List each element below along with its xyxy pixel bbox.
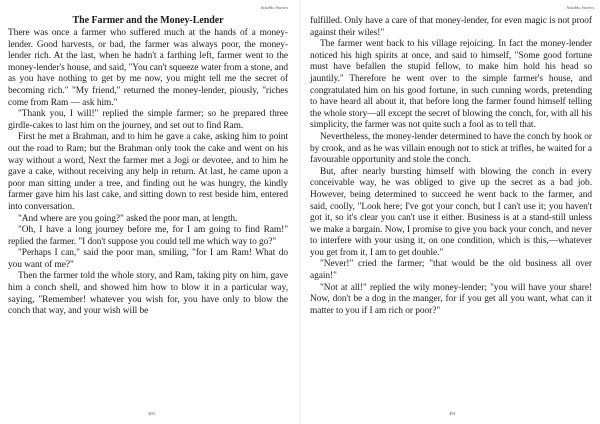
book-gutter <box>298 0 302 424</box>
paragraph: "Perhaps I can," said the poor man, smiling, "for I am Ram! What do you want of me?" <box>8 248 288 270</box>
left-page <box>0 0 296 424</box>
running-head-right: Arsablo Stories <box>566 5 594 10</box>
paragraph: "Thank you, I will!" replied the simple farmer; so he prepared three girdle-cakes to last him on the journey, and set out to find Ram. <box>8 109 288 131</box>
paragraph: "Never!" cried the farmer; "that would be the old business all over again!" <box>310 259 592 282</box>
paragraph: "Oh, I have a long journey before me, for I am going to find Ram!" replied the farmer. "I don't suppose you could tell me which way to go?" <box>8 225 288 247</box>
paragraph: But, after nearly bursting himself with blowing the conch in every conceivable way, he was obliged to give up the secret as a bad job. However, being determined to succeed he went back to the farmer, and said, coolly, "Look here; I've got your conch, but I can't use it; you haven't got it, so it's clear you can't use it either. Business is at a stand-still unless we make a bargain. Now, I promise to give you back your conch, and never to interfere with your using it, on one condition, which is this,—whatever you get from it, I am to get double." <box>310 166 592 258</box>
left-page-text <box>8 15 288 318</box>
paragraph: There was once a farmer who suffered much at the hands of a money- lender. Good harvests, or bad, the farmer was always poor, the money- lender rich. At the last, when he hadn't a farthing left, farmer went to the money-lender's house, and said, "You can't squeeze water from a stone, and as you have nothing to get by me now, you might tell me the secret of becoming rich." "My friend," returned the money-lender, piously, "riches come from Ram — ask him." <box>8 28 288 108</box>
paragraph: "And where are you going?" asked the poor man, at length. <box>18 213 238 224</box>
right-page-text <box>310 16 592 317</box>
page-number-right: 491 <box>449 411 456 416</box>
paragraph: The farmer went back to his village rejoicing. In fact the money-lender noticed his high spirits at once, and said to himself, "Some good fortune must have befallen the stupid fellow, to make him hold his head so jauntily." Therefore he went over to the simple farmer's house, and congratulated him on his good fortune, in such cunning words, pretending to have heard all about it, that before long the farmer found himself telling the whole story—all except the secret of blowing the conch, for, with all his simplicity, the farmer was not quite such a fool as to tell that. <box>310 39 592 131</box>
right-page <box>304 0 600 424</box>
running-head-left: Arsablo Stories <box>260 5 288 10</box>
story-title: The Farmer and the Money-Lender <box>72 15 224 26</box>
paragraph: First he met a Brahman, and to him he gave a cake, asking him to point out the road to Ram; but the Brahman only took the cake and went on his way without a word, Next the farmer met a Jogi or devotee, and to him he gave a cake, without receiving any help in return. At last, he came upon a poor man sitting under a tree, and finding out he was hungry, the kindly farmer gave him his last cake, and sitting down to rest beside him, entered into conversation. <box>8 132 288 212</box>
paragraph: "Not at all!" replied the wily money-lender; "you will have your share! Now, don't be a dog in the manger, for if you get all you want, what can it matter to you if I am rich or poor?" <box>310 282 592 316</box>
paragraph: fulfilled. Only have a care of that money-lender, for even magic is not proof against their wiles!" <box>310 16 592 38</box>
paragraph: Then the farmer told the whole story, and Ram, taking pity on him, gave him a conch shell, and showed him how to blow it in a particular way, saying, "Remember! whatever you wish for, you have only to blow the conch that way, and your wish will be <box>8 271 288 317</box>
page-number-left: 490 <box>148 411 155 416</box>
paragraph: Nevertheless, the money-lender determined to have the conch by hook or by crook, and as he was villain enough not to stick at trifles, he waited for a favourable opportunity and stole the conch. <box>310 131 592 166</box>
